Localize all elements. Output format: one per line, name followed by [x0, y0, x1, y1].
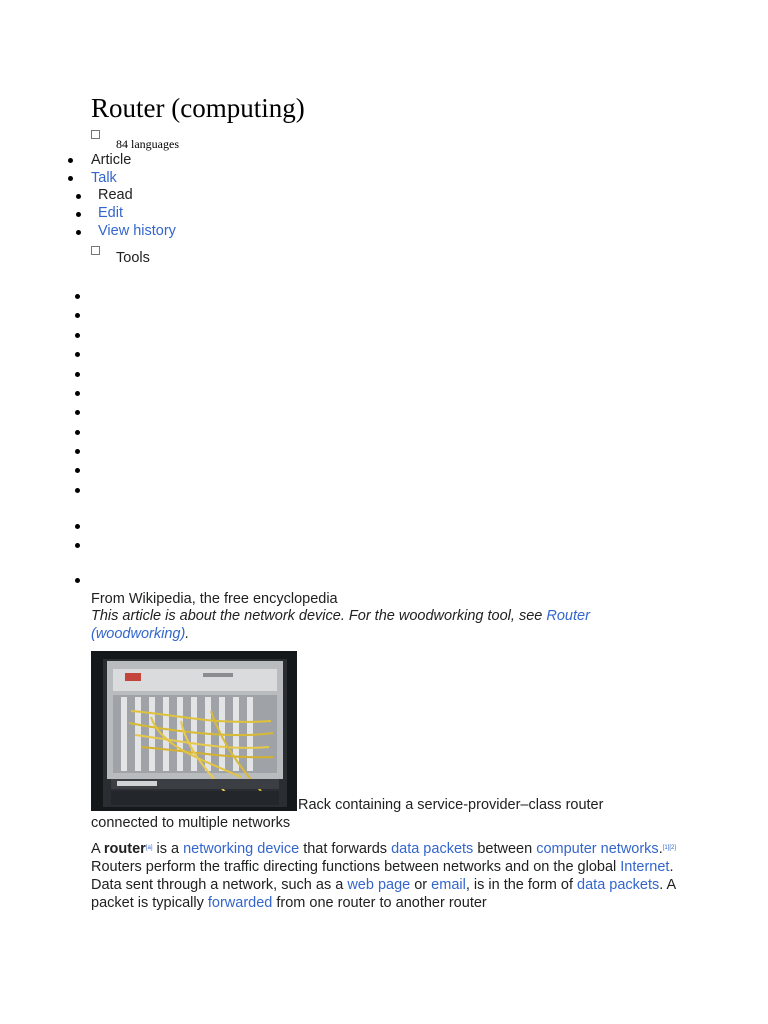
lead-text: or — [410, 877, 432, 893]
link-data-packets-2[interactable]: data packets — [577, 877, 660, 893]
list-bullet — [75, 352, 80, 357]
reference-1-2[interactable]: [1][2] — [662, 845, 677, 851]
list-bullet — [75, 410, 80, 415]
lead-text: Routers perform the traffic directing functions between networks and on the global — [91, 859, 621, 875]
lead-text: . — [658, 841, 663, 857]
tab-talk[interactable]: Talk — [91, 170, 117, 186]
list-bullet — [75, 449, 80, 454]
router-rack-illustration — [91, 651, 297, 811]
link-forwarded[interactable]: forwarded — [207, 895, 273, 911]
reference-a[interactable]: [a] — [145, 845, 153, 851]
list-bullet — [75, 391, 80, 396]
tools-menu-checkbox[interactable] — [91, 246, 100, 255]
page-title: Router (computing) — [91, 93, 305, 123]
link-email[interactable]: email — [431, 877, 466, 893]
tab-view-history[interactable]: View history — [98, 223, 176, 239]
figure-caption-text: Rack containing a service-provider–class router connected to multiple networks — [91, 797, 604, 831]
link-web-page[interactable]: web page — [347, 877, 411, 893]
lead-text: . Data sent through a network, such as a — [91, 859, 674, 893]
site-tagline: From Wikipedia, the free encyclopedia — [91, 591, 338, 607]
list-bullet — [76, 230, 81, 235]
lead-text: that forwards — [299, 841, 392, 857]
tab-edit[interactable]: Edit — [98, 205, 123, 221]
list-bullet — [75, 524, 80, 529]
hatnote-link-router-woodworking[interactable]: Router (woodworking) — [91, 608, 590, 642]
lead-text: . A packet is typically — [91, 877, 676, 911]
figure-caption — [91, 796, 651, 832]
list-bullet — [76, 212, 81, 217]
hatnote-text: This article is about the network device. For the woodworking tool, see — [91, 608, 547, 624]
list-bullet — [75, 430, 80, 435]
list-bullet — [68, 158, 73, 163]
list-bullet — [75, 294, 80, 299]
lead-paragraph — [91, 840, 691, 912]
lead-term-router: router — [103, 841, 146, 857]
hatnote-end: . — [185, 626, 190, 642]
list-bullet — [68, 176, 73, 181]
hatnote — [91, 607, 651, 643]
lead-text: A — [91, 841, 104, 857]
list-bullet — [75, 468, 80, 473]
list-bullet — [75, 488, 80, 493]
list-bullet — [75, 333, 80, 338]
tab-article[interactable]: Article — [91, 152, 132, 168]
link-internet[interactable]: Internet — [620, 859, 670, 875]
list-bullet — [75, 313, 80, 318]
link-computer-networks[interactable]: computer networks — [536, 841, 659, 857]
lead-text: is a — [152, 841, 184, 857]
router-rack-image[interactable] — [91, 651, 297, 811]
link-data-packets[interactable]: data packets — [391, 841, 474, 857]
tools-menu-label[interactable]: Tools — [116, 250, 150, 266]
lead-text: from one router to another router — [272, 895, 487, 911]
list-bullet — [75, 372, 80, 377]
language-menu-label[interactable]: 84 languages — [116, 137, 179, 151]
list-bullet — [75, 543, 80, 548]
list-bullet — [75, 578, 80, 583]
tab-read[interactable]: Read — [98, 187, 133, 203]
list-bullet — [76, 194, 81, 199]
lead-text: , is in the form of — [465, 877, 578, 893]
language-menu-checkbox[interactable] — [91, 130, 100, 139]
lead-text: between — [473, 841, 537, 857]
link-networking-device[interactable]: networking device — [183, 841, 300, 857]
